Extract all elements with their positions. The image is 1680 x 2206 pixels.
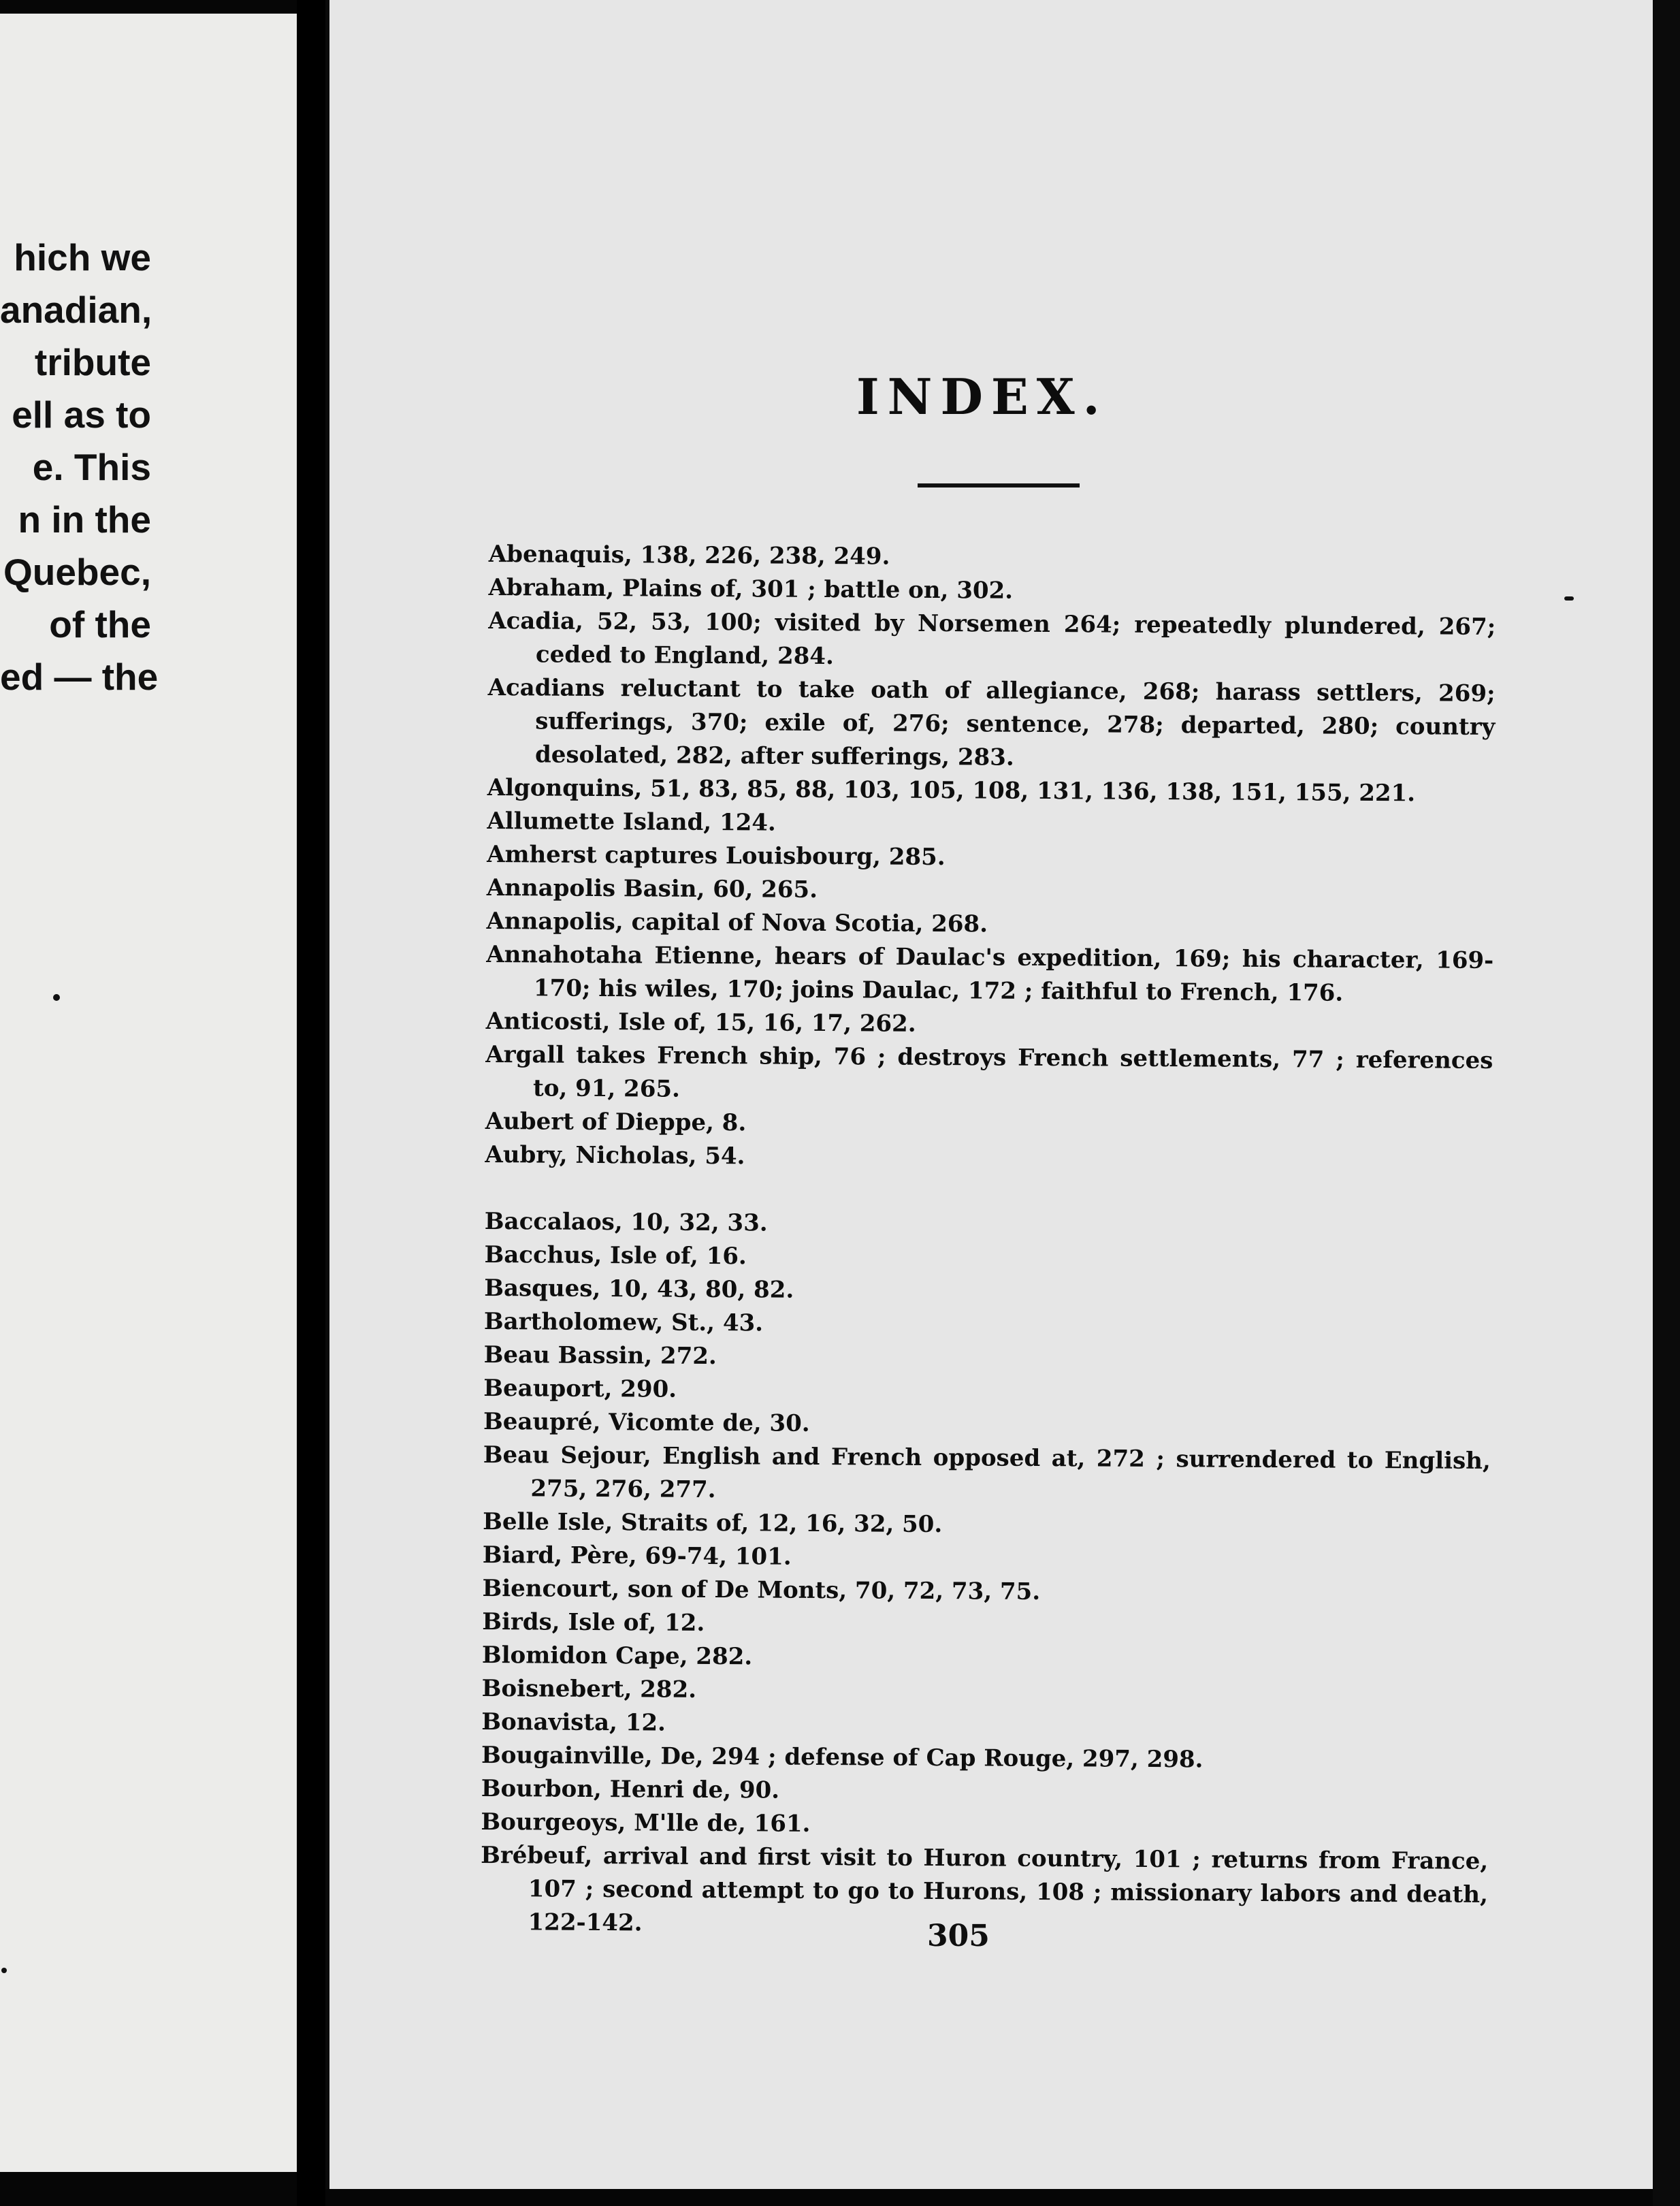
facing-page-line: n in the bbox=[18, 498, 151, 541]
facing-page-line: anadian, bbox=[0, 289, 152, 331]
index-entry: Annapolis Basin, 60, 265. bbox=[486, 874, 818, 904]
index-entry: Abenaquis, 138, 226, 238, 249. bbox=[488, 540, 890, 571]
index-entry: Belle Isle, Straits of, 12, 16, 32, 50. bbox=[483, 1507, 943, 1539]
index-entry: Bacchus, Isle of, 16. bbox=[484, 1241, 747, 1270]
index-entry: Aubry, Nicholas, 54. bbox=[485, 1140, 745, 1170]
ink-speck bbox=[1564, 596, 1574, 601]
index-entry: Beaupré, Vicomte de, 30. bbox=[483, 1407, 810, 1437]
index-entry: Bartholomew, St., 43. bbox=[483, 1307, 764, 1337]
index-entry: Bourbon, Henri de, 90. bbox=[481, 1774, 780, 1804]
ink-speck bbox=[1, 1968, 7, 1973]
page-edge bbox=[1653, 0, 1680, 2206]
index-entry: Acadia, 52, 53, 100; visited by Norsemen 264; repeatedly plundered, 267; ceded to England, 284. bbox=[488, 607, 1496, 671]
facing-page-line: Quebec, bbox=[3, 551, 151, 593]
index-entry: Annahotaha Etienne, hears of Daulac's expedition, 169; his character, 169-170; his wiles, 170; joins Daulac, 172 ; faithful to French, 176. bbox=[486, 940, 1494, 1007]
index-entry: Basques, 10, 43, 80, 82. bbox=[484, 1274, 794, 1304]
ink-speck bbox=[53, 994, 60, 1001]
index-entry: Brébeuf, arrival and first visit to Huron country, 101 ; returns from France, 107 ; second attempt to go to Hurons, 108 ; missionary labors and death, 122-142. bbox=[481, 1841, 1489, 1937]
index-entry: Birds, Isle of, 12. bbox=[482, 1608, 705, 1637]
index-entry: Baccalaos, 10, 32, 33. bbox=[484, 1207, 768, 1237]
index-entry: Blomidon Cape, 282. bbox=[481, 1641, 753, 1671]
index-entry: Beau Bassin, 272. bbox=[483, 1341, 717, 1371]
page-number: 305 bbox=[927, 1919, 990, 1953]
index-entry: Annapolis, capital of Nova Scotia, 268. bbox=[486, 907, 988, 938]
index-entry: Bougainville, De, 294 ; defense of Cap Rouge, 297, 298. bbox=[481, 1741, 1204, 1774]
index-entry: Beau Sejour, English and French opposed at, 272 ; surrendered to English, 275, 276, 277. bbox=[483, 1441, 1491, 1504]
facing-page-line: ell as to bbox=[12, 394, 151, 436]
index-entry: Biencourt, son of De Monts, 70, 72, 73, 75. bbox=[482, 1574, 1041, 1605]
index-entry: Aubert of Dieppe, 8. bbox=[485, 1107, 747, 1137]
index-entry: Allumette Island, 124. bbox=[487, 807, 776, 837]
facing-page-line: hich we bbox=[14, 236, 151, 278]
facing-page-line: of the bbox=[49, 603, 151, 645]
page-title: INDEX. bbox=[856, 368, 1108, 426]
index-entry: Boisnebert, 282. bbox=[481, 1674, 697, 1704]
index-entry: Anticosti, Isle of, 15, 16, 17, 262. bbox=[485, 1007, 916, 1038]
facing-page-line: e. This bbox=[32, 446, 151, 488]
facing-page-line: ed — the bbox=[0, 656, 159, 698]
index-entry: Bonavista, 12. bbox=[481, 1708, 666, 1737]
facing-page-text bbox=[0, 231, 159, 703]
facing-page bbox=[0, 14, 297, 2172]
index-entry: Algonquins, 51, 83, 85, 88, 103, 105, 108, 131, 136, 138, 151, 155, 221. bbox=[487, 773, 1416, 808]
index-entry: Biard, Père, 69-74, 101. bbox=[482, 1541, 792, 1571]
index-entry: Beauport, 290. bbox=[483, 1374, 677, 1403]
index-entries bbox=[480, 538, 1496, 1945]
book-gutter bbox=[297, 0, 325, 2206]
index-entry: Argall takes French ship, 76 ; destroys French settlements, 77 ; references to, 91, 265. bbox=[485, 1040, 1493, 1103]
index-entry: Bourgeoys, M'lle de, 161. bbox=[481, 1808, 811, 1838]
index-entry: Amherst captures Louisbourg, 285. bbox=[487, 840, 946, 872]
facing-page-line: tribute bbox=[34, 341, 151, 383]
index-entry: Acadians reluctant to take oath of allegiance, 268; harass settlers, 269; sufferings, 370; exile of, 276; sentence, 278; departed, 280; country desolated, 282, after sufferings, 283. bbox=[487, 673, 1496, 771]
title-rule bbox=[918, 483, 1080, 487]
index-entry: Abraham, Plains of, 301 ; battle on, 302. bbox=[488, 573, 1014, 605]
